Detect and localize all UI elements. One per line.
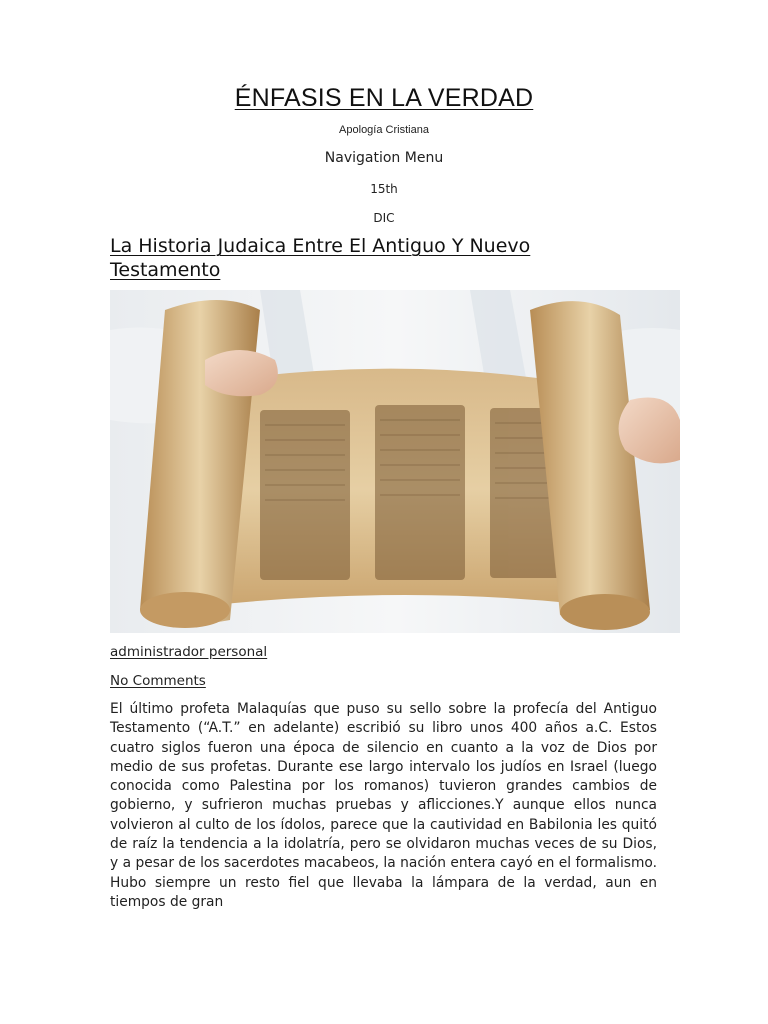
site-title-link[interactable]: ÉNFASIS EN LA VERDAD: [234, 84, 534, 112]
site-title[interactable]: [0, 84, 768, 113]
site-tagline: Apología Cristiana: [339, 124, 429, 136]
post-date-day: 15th: [370, 182, 398, 196]
post-title[interactable]: [110, 234, 590, 282]
torah-scroll-illustration: [110, 290, 680, 633]
post-featured-image: [110, 290, 680, 633]
navigation-menu[interactable]: Navigation Menu: [324, 150, 444, 166]
post-title-link[interactable]: La Historia Judaica Entre El Antiguo Y Nuevo Testamento: [110, 235, 531, 281]
post-comments-link[interactable]: No Comments: [110, 673, 206, 689]
post-author-link[interactable]: administrador personal: [110, 644, 268, 660]
post-date-month: DIC: [373, 211, 395, 225]
post-body: El último profeta Malaquías que puso su sello sobre la profecía del Antiguo Testamento (“A.T.” en adelante) escribió su libro unos 400 años a.C. Estos cuatro siglos fueron una época de silencio en cuanto a la voz de Dios por medio de sus profetas. Durante ese largo intervalo los judíos en Israel (luego conocida como Palestina por los romanos) tuvieron grandes cambios de gobierno, y sufrieron muchas pruebas y aflicciones.Y aunque ellos nunca volvieron al culto de los ídolos, parece que la cautividad en Babilonia les quitó de raíz la tendencia a la idolatría, pero se olvidaron muchas veces de su Dios, y a pesar de los sacerdotes macabeos, la nación entera cayó en el formalismo. Hubo siempre un resto fiel que llevaba la lámpara de la verdad, aun en tiempos de gran: [110, 701, 657, 910]
